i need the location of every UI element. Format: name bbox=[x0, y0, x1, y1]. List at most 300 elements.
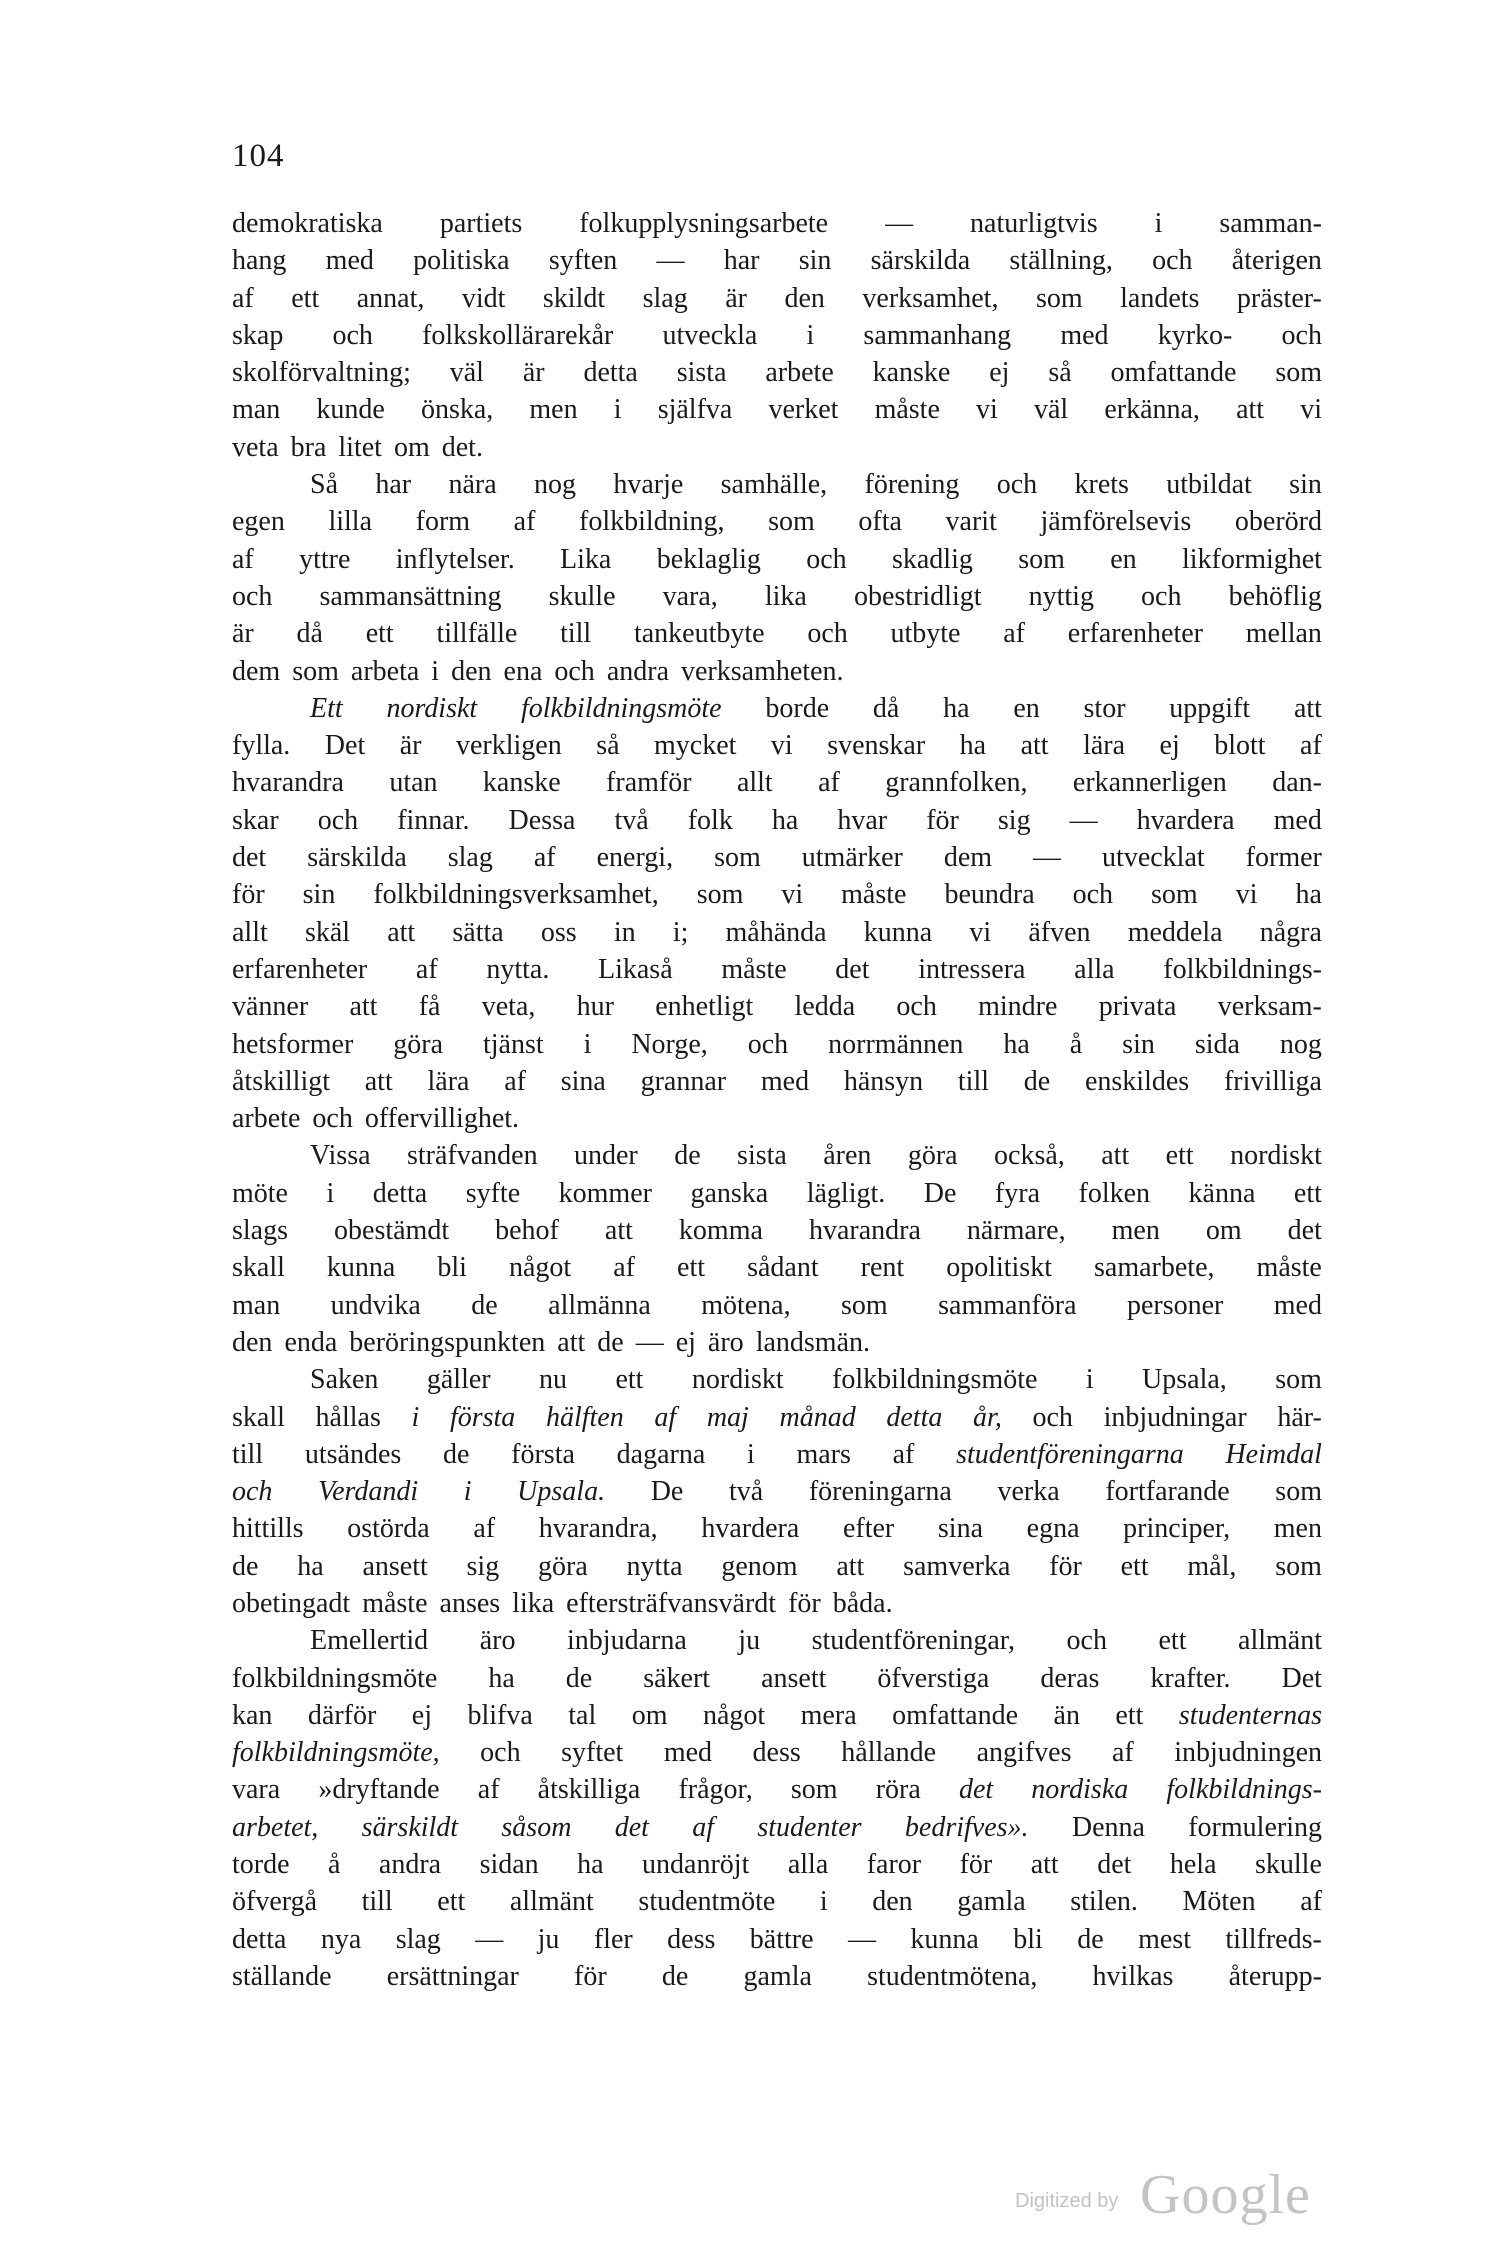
word: frivilliga bbox=[1223, 1065, 1322, 1097]
text-line bbox=[232, 466, 1322, 503]
word: då bbox=[296, 618, 323, 650]
word: lägligt. bbox=[806, 1177, 886, 1209]
word: den bbox=[784, 282, 825, 314]
word: ett bbox=[291, 282, 320, 314]
word: vi bbox=[969, 916, 992, 948]
word: lika bbox=[512, 1587, 555, 1619]
text-line bbox=[232, 1809, 1322, 1846]
word: hela bbox=[1169, 1849, 1217, 1881]
word: kan bbox=[232, 1699, 273, 1731]
word: sin bbox=[302, 879, 336, 911]
word: folkbildnings- bbox=[1166, 1774, 1322, 1806]
word: ett bbox=[437, 1886, 466, 1918]
word: verket bbox=[768, 394, 839, 426]
word: beundra bbox=[944, 879, 1035, 911]
word: som bbox=[1035, 282, 1083, 314]
word: Verdandi bbox=[318, 1476, 419, 1508]
word: år, bbox=[973, 1401, 1002, 1433]
text-line bbox=[232, 1548, 1322, 1585]
word: syften bbox=[548, 245, 618, 277]
word: sätta bbox=[452, 916, 504, 948]
word: — bbox=[635, 1326, 664, 1358]
word: Lika bbox=[560, 543, 612, 575]
word: jämförelsevis bbox=[1040, 506, 1192, 538]
word: som bbox=[292, 655, 339, 687]
word: det bbox=[232, 842, 267, 874]
word: hälften bbox=[545, 1401, 624, 1433]
word: för bbox=[232, 879, 265, 911]
word: hetsformer bbox=[232, 1028, 354, 1060]
word: måste bbox=[841, 879, 907, 911]
word: de bbox=[443, 1438, 470, 1470]
word: af bbox=[692, 1811, 715, 1843]
word: kanske bbox=[482, 767, 561, 799]
word: litet bbox=[338, 431, 382, 463]
word: något bbox=[508, 1252, 572, 1284]
text-line bbox=[232, 1958, 1322, 1995]
word: af bbox=[1300, 730, 1322, 762]
word: vänner bbox=[232, 991, 309, 1023]
word: att bbox=[1236, 394, 1265, 426]
word: har bbox=[723, 245, 760, 277]
text-line bbox=[232, 1026, 1322, 1063]
word: sträfvanden bbox=[406, 1140, 538, 1172]
word: första bbox=[449, 1401, 516, 1433]
text-line bbox=[232, 1771, 1322, 1808]
word: vi bbox=[1300, 394, 1322, 426]
text-line bbox=[232, 876, 1322, 913]
word: sig bbox=[997, 804, 1031, 836]
word: formulering bbox=[1188, 1811, 1322, 1843]
word: som bbox=[1275, 1550, 1322, 1582]
word: som bbox=[768, 506, 815, 538]
text-line bbox=[232, 1361, 1322, 1398]
word: varit bbox=[945, 506, 997, 538]
text-line bbox=[232, 1585, 1322, 1622]
word: enda bbox=[284, 1326, 338, 1358]
word: här- bbox=[1277, 1401, 1322, 1433]
word: enskildes bbox=[1084, 1065, 1190, 1097]
word: med bbox=[325, 245, 374, 277]
word: ha bbox=[771, 804, 799, 836]
word: och bbox=[312, 1103, 353, 1135]
word: väl bbox=[1033, 394, 1069, 426]
word: och bbox=[996, 469, 1038, 501]
word: Det bbox=[1281, 1662, 1322, 1694]
word: folken bbox=[1078, 1177, 1151, 1209]
word: folkbildnings- bbox=[1163, 953, 1322, 985]
word: »dryftande bbox=[318, 1774, 440, 1806]
word: fortfarande bbox=[1105, 1476, 1230, 1508]
word: men bbox=[529, 394, 578, 426]
word: skulle bbox=[548, 580, 616, 612]
word: — bbox=[1069, 804, 1098, 836]
word: den bbox=[451, 655, 492, 687]
word: nära bbox=[448, 469, 497, 501]
word: lära bbox=[427, 1065, 470, 1097]
word: i bbox=[431, 655, 440, 687]
word: fylla. bbox=[232, 730, 291, 762]
word: allmänt bbox=[1238, 1625, 1322, 1657]
word: af bbox=[477, 1774, 500, 1806]
text-line bbox=[232, 1921, 1322, 1958]
word: svenskar bbox=[827, 730, 926, 762]
word: säkert bbox=[643, 1662, 711, 1694]
word: skäl bbox=[304, 916, 351, 948]
word: det bbox=[958, 1774, 994, 1806]
word: och bbox=[332, 319, 373, 351]
word: öfverstiga bbox=[877, 1662, 990, 1694]
word: åren bbox=[823, 1140, 872, 1172]
word: vi bbox=[781, 879, 804, 911]
word: med bbox=[1060, 319, 1109, 351]
word: utvecklat bbox=[1102, 842, 1205, 874]
digitized-by-label: Digitized by bbox=[1015, 2190, 1119, 2212]
word: deras bbox=[1040, 1662, 1100, 1694]
body-text bbox=[232, 205, 1322, 1995]
word: i bbox=[411, 1401, 420, 1433]
word: om bbox=[393, 431, 430, 463]
word: så bbox=[596, 730, 620, 762]
word: mera bbox=[800, 1699, 857, 1731]
word: hvarandra bbox=[232, 767, 344, 799]
word: att bbox=[364, 1065, 393, 1097]
word: samhälle, bbox=[720, 469, 828, 501]
word: obestridligt bbox=[853, 580, 982, 612]
word: ställande bbox=[232, 1960, 332, 1992]
word: till bbox=[957, 1065, 990, 1097]
word: norrmännen bbox=[828, 1028, 964, 1060]
word: själfva bbox=[657, 394, 733, 426]
word: dagarna bbox=[616, 1438, 706, 1470]
word: förening bbox=[864, 469, 960, 501]
word: i bbox=[1085, 1364, 1094, 1396]
word: skulle bbox=[1254, 1849, 1322, 1881]
word: verksam- bbox=[1217, 991, 1322, 1023]
word: i bbox=[326, 1177, 335, 1209]
word: bra bbox=[290, 431, 327, 463]
word: enhetligt bbox=[655, 991, 754, 1023]
word: måste bbox=[874, 394, 940, 426]
word: ett bbox=[1115, 1699, 1144, 1731]
word: grannar bbox=[640, 1065, 727, 1097]
word: men bbox=[1273, 1513, 1322, 1545]
word: af bbox=[513, 506, 536, 538]
word: politiska bbox=[413, 245, 510, 277]
word: omfattande bbox=[892, 1699, 1019, 1731]
word: studenternas bbox=[1178, 1699, 1322, 1731]
text-line bbox=[232, 1137, 1322, 1174]
text-line bbox=[232, 1883, 1322, 1920]
word: sin bbox=[1289, 469, 1322, 501]
word: mest bbox=[1138, 1923, 1191, 1955]
word: annat, bbox=[356, 282, 425, 314]
word: nordiska bbox=[1031, 1774, 1129, 1806]
word: utsändes bbox=[304, 1438, 402, 1470]
word: än bbox=[1053, 1699, 1080, 1731]
word: stor bbox=[1083, 692, 1126, 724]
text-line bbox=[232, 764, 1322, 801]
word: de bbox=[232, 1550, 259, 1582]
word: sin bbox=[1122, 1028, 1155, 1060]
word: blott bbox=[1214, 730, 1266, 762]
word: bedrifves». bbox=[904, 1811, 1029, 1843]
word: Emellertid bbox=[310, 1625, 429, 1657]
word: komma bbox=[678, 1215, 763, 1247]
word: krets bbox=[1074, 469, 1129, 501]
word: arbete bbox=[232, 1103, 301, 1135]
word: likformighet bbox=[1181, 543, 1322, 575]
word: obestämdt bbox=[334, 1215, 450, 1247]
word: äfven bbox=[1028, 916, 1091, 948]
word: Upsala. bbox=[517, 1476, 606, 1508]
word: privata bbox=[1098, 991, 1177, 1023]
word: ställning, bbox=[1009, 245, 1113, 277]
word: nytta bbox=[626, 1550, 683, 1582]
word: folkupplysningsarbete bbox=[579, 208, 829, 239]
word: obetingadt bbox=[232, 1587, 351, 1619]
word: frågor, bbox=[678, 1774, 753, 1806]
text-line bbox=[232, 1622, 1322, 1659]
word: att bbox=[1020, 730, 1049, 762]
word: slag bbox=[447, 842, 493, 874]
word: skadlig bbox=[891, 543, 973, 575]
word: därför bbox=[307, 1699, 377, 1731]
word: samman- bbox=[1219, 208, 1322, 239]
word: folkbildningsmöte, bbox=[232, 1737, 440, 1769]
word: ha bbox=[488, 1662, 515, 1694]
word: sina bbox=[937, 1513, 983, 1545]
word: och bbox=[806, 543, 847, 575]
word: gamla bbox=[957, 1886, 1026, 1918]
word: båda. bbox=[832, 1587, 893, 1619]
word: det bbox=[1287, 1215, 1322, 1247]
word: hvilkas bbox=[1092, 1960, 1174, 1992]
word: och bbox=[1152, 245, 1193, 277]
word: de bbox=[661, 1960, 689, 1992]
word: dem bbox=[232, 655, 281, 687]
word: hållas bbox=[315, 1401, 381, 1433]
word: ett bbox=[1165, 1140, 1194, 1172]
word: ju bbox=[738, 1625, 761, 1657]
word: utmärker bbox=[801, 842, 903, 874]
word: intressera bbox=[918, 953, 1026, 985]
word: som bbox=[696, 879, 744, 911]
word: folkbildningsmöte bbox=[832, 1364, 1038, 1396]
word: ha bbox=[943, 692, 970, 724]
text-line bbox=[232, 1175, 1322, 1212]
word: till bbox=[560, 618, 592, 650]
word: inflytelser. bbox=[395, 543, 515, 575]
word: ett bbox=[1293, 1177, 1322, 1209]
word: hittills bbox=[232, 1513, 304, 1545]
text-line bbox=[232, 1399, 1322, 1436]
word: måste bbox=[721, 953, 787, 985]
word: inbjudarna bbox=[567, 1625, 687, 1657]
word: de bbox=[597, 1326, 624, 1358]
word: mindre bbox=[978, 991, 1058, 1023]
word: in bbox=[613, 916, 636, 948]
word: som bbox=[1275, 1476, 1322, 1508]
word: ledda bbox=[794, 991, 856, 1023]
word: arbetet, bbox=[232, 1811, 319, 1843]
word: göra bbox=[393, 1028, 444, 1060]
word: folk bbox=[687, 804, 733, 836]
word: det bbox=[614, 1811, 649, 1843]
word: är bbox=[232, 618, 254, 650]
text-line bbox=[232, 1100, 1322, 1137]
word: för bbox=[574, 1960, 607, 1992]
word: känna bbox=[1188, 1177, 1256, 1209]
text-line bbox=[232, 578, 1322, 615]
word: och bbox=[1141, 580, 1182, 612]
word: och bbox=[554, 655, 595, 687]
word: kunna bbox=[326, 1252, 396, 1284]
text-line bbox=[232, 1287, 1322, 1324]
word: tal bbox=[568, 1699, 597, 1731]
word: att bbox=[387, 916, 416, 948]
word: detta bbox=[886, 1401, 943, 1433]
word: då bbox=[872, 692, 900, 724]
word: utveckla bbox=[662, 319, 758, 351]
word: nog bbox=[1279, 1028, 1322, 1060]
text-line bbox=[232, 1734, 1322, 1771]
word: offervillighet. bbox=[364, 1103, 520, 1135]
word: hvarje bbox=[613, 469, 684, 501]
word: till bbox=[232, 1438, 264, 1470]
word: i bbox=[583, 1028, 592, 1060]
word: ett bbox=[615, 1364, 644, 1396]
word: har bbox=[375, 469, 412, 501]
word: folkbildningsmöte bbox=[232, 1662, 438, 1694]
word: ha bbox=[297, 1550, 324, 1582]
word: af bbox=[415, 953, 438, 985]
word: att bbox=[836, 1550, 865, 1582]
word: de bbox=[674, 1140, 701, 1172]
word: och bbox=[232, 580, 273, 612]
word: nog bbox=[533, 469, 576, 501]
word: nordiskt bbox=[1230, 1140, 1322, 1172]
word: — bbox=[656, 245, 685, 277]
word: behöflig bbox=[1228, 580, 1322, 612]
word: skolförvaltning; bbox=[232, 357, 411, 389]
word: af bbox=[613, 1252, 635, 1284]
word: Heimdal bbox=[1225, 1438, 1322, 1470]
word: blifva bbox=[467, 1699, 533, 1731]
word: hur bbox=[576, 991, 614, 1023]
word: ha bbox=[577, 1849, 604, 1881]
word: syfte bbox=[465, 1177, 521, 1209]
word: sammanhang bbox=[863, 319, 1012, 351]
text-line bbox=[232, 914, 1322, 951]
word: återigen bbox=[1231, 245, 1322, 277]
word: tillfreds- bbox=[1225, 1923, 1322, 1955]
text-line bbox=[232, 242, 1322, 279]
text-line bbox=[232, 988, 1322, 1025]
word: detta bbox=[372, 1177, 428, 1209]
word: Vissa bbox=[310, 1140, 371, 1172]
word: af bbox=[473, 1513, 496, 1545]
word: för bbox=[926, 804, 959, 836]
word: är bbox=[399, 730, 422, 762]
word: erkänna, bbox=[1104, 394, 1200, 426]
word: nyttig bbox=[1028, 580, 1094, 612]
word: folkbildningsverksamhet, bbox=[373, 879, 659, 911]
word: inbjudningar bbox=[1103, 1401, 1247, 1433]
word: hvarandra, bbox=[538, 1513, 658, 1545]
word: utbyte bbox=[890, 618, 961, 650]
word: Denna bbox=[1071, 1811, 1145, 1843]
word: öfvergå bbox=[232, 1886, 317, 1918]
word: månad bbox=[779, 1401, 856, 1433]
word: första bbox=[511, 1438, 575, 1470]
word: som bbox=[790, 1774, 838, 1806]
word: hvardera bbox=[701, 1513, 800, 1545]
word: nu bbox=[539, 1364, 568, 1396]
word: framför bbox=[606, 767, 692, 799]
text-line bbox=[232, 541, 1322, 578]
word: lilla bbox=[328, 506, 373, 538]
word: ansett bbox=[761, 1662, 827, 1694]
word: det bbox=[835, 953, 870, 985]
text-line bbox=[232, 802, 1322, 839]
word: två bbox=[614, 804, 649, 836]
word: som bbox=[1275, 357, 1322, 389]
word: är bbox=[725, 282, 747, 314]
word: faror bbox=[866, 1849, 922, 1881]
word: är bbox=[522, 357, 545, 389]
word: om bbox=[1205, 1215, 1242, 1247]
word: vidt bbox=[461, 282, 506, 314]
word: stilen. bbox=[1070, 1886, 1138, 1918]
word: hvar bbox=[837, 804, 888, 836]
word: i; bbox=[672, 916, 689, 948]
word: af bbox=[1111, 1737, 1134, 1769]
word: uppgift bbox=[1169, 692, 1251, 724]
text-line bbox=[232, 1660, 1322, 1697]
word: också, bbox=[994, 1140, 1065, 1172]
word: äro bbox=[707, 1326, 744, 1358]
word: vi bbox=[770, 730, 793, 762]
word: ha bbox=[1295, 879, 1322, 911]
word: ett bbox=[365, 618, 394, 650]
word: i bbox=[613, 394, 622, 426]
word: efter bbox=[842, 1513, 895, 1545]
word: skap bbox=[232, 319, 284, 351]
word: måste bbox=[1256, 1252, 1322, 1284]
word: af bbox=[504, 1065, 526, 1097]
word: Dessa bbox=[508, 804, 576, 836]
google-logo: Google bbox=[1140, 2164, 1311, 2226]
text-line bbox=[232, 1063, 1322, 1100]
word: hvarandra bbox=[808, 1215, 921, 1247]
word: dem bbox=[943, 842, 993, 874]
word: ett bbox=[1158, 1625, 1187, 1657]
word: maj bbox=[706, 1401, 749, 1433]
word: göra bbox=[907, 1140, 958, 1172]
word: man bbox=[232, 1289, 281, 1321]
word: studentföreningar, bbox=[811, 1625, 1015, 1657]
word: dess bbox=[667, 1923, 716, 1955]
word: De bbox=[923, 1177, 957, 1209]
word: arbete bbox=[765, 357, 834, 389]
word: slag bbox=[642, 282, 688, 314]
text-line bbox=[232, 1249, 1322, 1286]
word: och bbox=[1032, 1401, 1073, 1433]
word: arbeta bbox=[350, 655, 420, 687]
word: sådant bbox=[747, 1252, 819, 1284]
word: folkbildning, bbox=[579, 506, 725, 538]
